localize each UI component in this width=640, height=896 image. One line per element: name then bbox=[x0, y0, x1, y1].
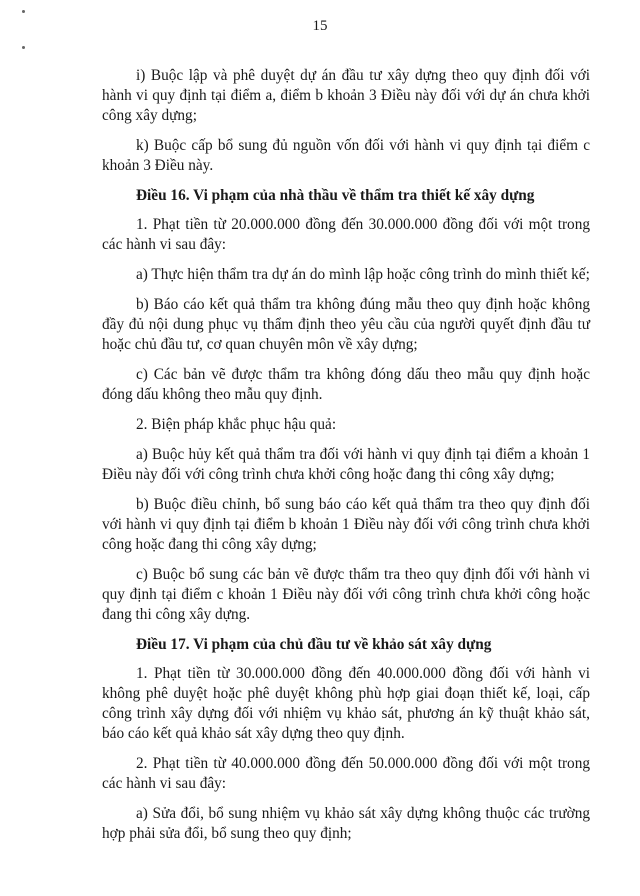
paragraph: 1. Phạt tiền từ 20.000.000 đồng đến 30.000.000 đồng đối với một trong các hành vi sau đây: bbox=[102, 216, 590, 253]
paragraph: a) Sửa đổi, bổ sung nhiệm vụ khảo sát xây dựng không thuộc các trường hợp phải sửa đổi, bổ sung theo quy định; bbox=[102, 805, 590, 842]
paragraph: c) Buộc bổ sung các bản vẽ được thẩm tra theo quy định đối với hành vi quy định tại điểm c khoản 1 Điều này đối với công trình chưa khởi công hoặc đang thi công xây dựng. bbox=[102, 566, 590, 623]
article-heading: Điều 16. Vi phạm của nhà thầu về thẩm tra thiết kế xây dựng bbox=[136, 187, 535, 204]
paragraph: 2. Phạt tiền từ 40.000.000 đồng đến 50.000.000 đồng đối với một trong các hành vi sau đây: bbox=[102, 755, 590, 792]
paragraph: 1. Phạt tiền từ 30.000.000 đồng đến 40.000.000 đồng đối với hành vi không phê duyệt hoặc phê duyệt không phù hợp giai đoạn thiết kế, loại, cấp công trình xây dựng đối với nhiệm vụ khảo sát, phương án kỹ thuật khảo sát, báo cáo kết quả khảo sát xây dựng theo quy định. bbox=[102, 665, 590, 742]
paragraph: a) Buộc hủy kết quả thẩm tra đối với hành vi quy định tại điểm a khoản 1 Điều này đối với công trình chưa khởi công hoặc đang thi công xây dựng; bbox=[102, 446, 590, 483]
paragraph: i) Buộc lập và phê duyệt dự án đầu tư xây dựng theo quy định đối với hành vi quy định tại điểm a, điểm b khoản 3 Điều này đối với dự án chưa khởi công xây dựng; bbox=[102, 67, 590, 124]
paragraph: a) Thực hiện thẩm tra dự án do mình lập hoặc công trình do mình thiết kế; bbox=[136, 266, 590, 283]
paragraph: k) Buộc cấp bổ sung đủ nguồn vốn đối với hành vi quy định tại điểm c khoản 3 Điều này. bbox=[102, 137, 590, 174]
paragraph: b) Buộc điều chỉnh, bổ sung báo cáo kết quả thẩm tra theo quy định đối với hành vi quy định tại điểm b khoản 1 Điều này đối với công trình chưa khởi công hoặc đang thi công xây dựng; bbox=[102, 496, 590, 553]
scan-mark bbox=[22, 46, 25, 49]
article-heading: Điều 17. Vi phạm của chủ đầu tư về khảo sát xây dựng bbox=[136, 636, 492, 653]
page-number: 15 bbox=[312, 18, 328, 34]
document-body bbox=[102, 66, 590, 854]
paragraph: 2. Biện pháp khắc phục hậu quả: bbox=[136, 416, 337, 433]
paragraph: c) Các bản vẽ được thẩm tra không đóng dấu theo mẫu quy định hoặc đóng dấu không theo mẫu quy định. bbox=[102, 366, 590, 403]
scan-mark bbox=[22, 10, 25, 13]
paragraph: b) Báo cáo kết quả thẩm tra không đúng mẫu theo quy định hoặc không đầy đủ nội dung phục vụ thẩm định theo yêu cầu của người quyết định đầu tư hoặc chủ đầu tư, cơ quan chuyên môn về xây dựng; bbox=[102, 296, 590, 353]
